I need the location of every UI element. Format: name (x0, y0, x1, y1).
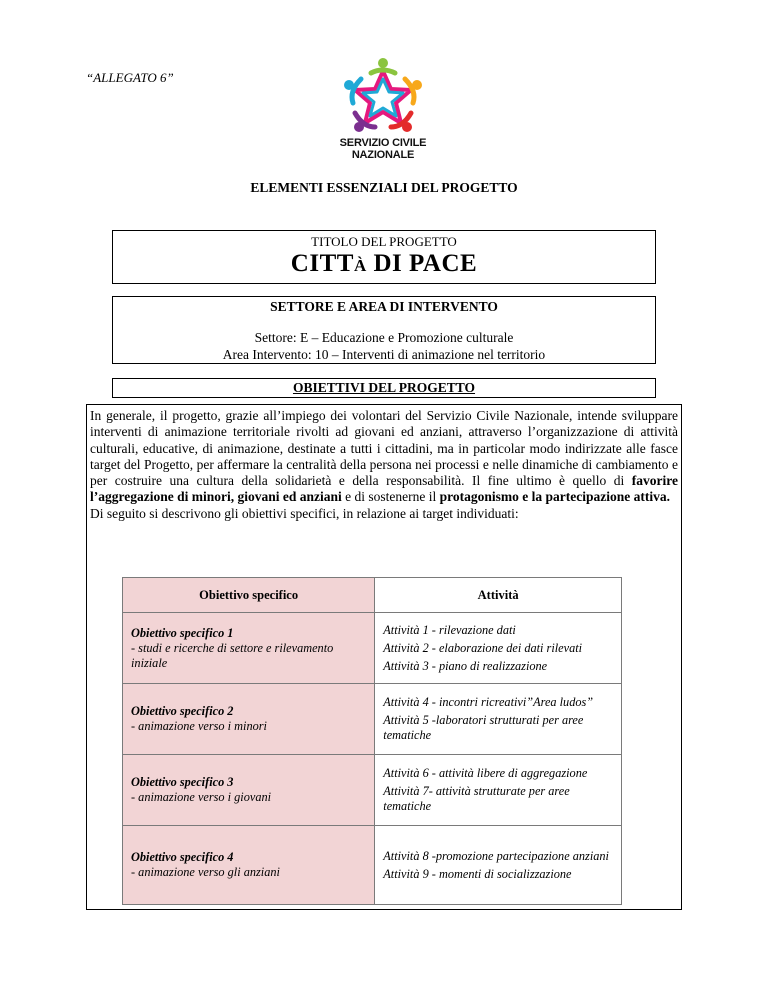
project-title-accent: À (353, 256, 367, 275)
table-row (123, 613, 622, 684)
table-header-row (123, 578, 622, 613)
objective-title: Obiettivo specifico 4 (131, 850, 234, 864)
activity-item: Attività 9 - momenti di socializzazione (383, 866, 572, 881)
objectives-header-box: OBIETTIVI DEL PROGETTO (112, 378, 656, 398)
intro-paragraph (90, 408, 678, 506)
table-header-objective: Obiettivo specifico (123, 578, 375, 613)
objectives-content-box (86, 404, 682, 910)
objective-desc: - animazione verso gli anziani (131, 865, 280, 879)
table-row (123, 755, 622, 826)
objective-desc: - animazione verso i minori (131, 719, 267, 733)
objective-title: Obiettivo specifico 1 (131, 625, 234, 640)
activity-cell (375, 684, 622, 755)
activity-item: Attività 7- attività strutturate per aree tematiche (383, 784, 570, 813)
objective-title: Obiettivo specifico 2 (131, 704, 234, 718)
document-heading: ELEMENTI ESSENZIALI DEL PROGETTO (250, 180, 518, 195)
intro-bold-2: protagonismo e la partecipazione attiva. (439, 489, 670, 505)
area-line: Area Intervento: 10 – Interventi di animazione nel territorio (222, 347, 546, 362)
logo-text-line2: NAZIONALE (351, 149, 415, 161)
objectives-table (122, 577, 622, 905)
objective-cell (123, 684, 375, 755)
activity-item: Attività 3 - piano di realizzazione (383, 658, 548, 673)
intro-bold-1: favorire l’aggregazione di minori, giovani ed anziani (90, 473, 678, 505)
activity-item: Attività 6 - attività libere di aggregazione (383, 766, 588, 780)
objective-desc: - studi e ricerche di settore e rilevamento iniziale (131, 640, 334, 670)
project-title-box (112, 230, 656, 284)
activity-cell (375, 826, 622, 905)
intro-seguito: Di seguito si descrivono gli obiettivi specifici, in relazione ai target individuati: (90, 505, 519, 521)
logo-text (333, 137, 433, 161)
project-title-part2: DI PACE (366, 250, 478, 277)
sector-header: SETTORE E AREA DI INTERVENTO (270, 299, 498, 314)
project-title-part1: CITT (290, 250, 354, 277)
activity-cell (375, 613, 622, 684)
objective-cell (123, 826, 375, 905)
project-title-label: TITOLO DEL PROGETTO (311, 234, 457, 249)
objective-desc: - animazione verso i giovani (131, 790, 272, 804)
activity-item: Attività 5 -laboratori strutturati per aree tematiche (383, 713, 584, 742)
allegato-label: “ALLEGATO 6” (86, 70, 174, 85)
objective-cell (123, 755, 375, 826)
intro-text: In generale, il progetto, grazie all’impiego dei volontari del Servizio Civile Nazionale, intende sviluppare interventi di animazione territoriale rivolti ad giovani ed anziani, attraverso l’organizzazione di attività culturali, educative, di animazione, destinate a tutti i cittadini, ma in particolar modo indirizzate alle fasce target del Progetto, per affermare la centralità della persona nei processi e nelle dinamiche di cambiamento e per costruire una cultura della solidarietà e della responsabilità. Il fine ultimo è quello di (90, 408, 678, 489)
table-header-activity: Attività (375, 578, 622, 613)
activity-item: Attività 8 -promozione partecipazione anziani (383, 848, 609, 863)
activity-item: Attività 1 - rilevazione dati (383, 622, 516, 637)
table-row (123, 684, 622, 755)
objectives-intro (90, 408, 678, 522)
table-row (123, 826, 622, 905)
logo-text-line1: SERVIZIO CIVILE (339, 137, 427, 149)
activity-cell (375, 755, 622, 826)
servizio-civile-logo (333, 57, 433, 165)
objective-cell (123, 613, 375, 684)
project-title (113, 250, 655, 280)
activity-item: Attività 4 - incontri ricreativi”Area ludos” (383, 695, 594, 709)
star-people-icon (341, 57, 425, 135)
objective-title: Obiettivo specifico 3 (131, 775, 234, 789)
activity-item: Attività 2 - elaborazione dei dati rilevati (383, 640, 583, 655)
intro-mid-text: e di sostenerne il (341, 489, 440, 505)
sector-line: Settore: E – Educazione e Promozione culturale (254, 330, 514, 345)
sector-box (112, 296, 656, 364)
